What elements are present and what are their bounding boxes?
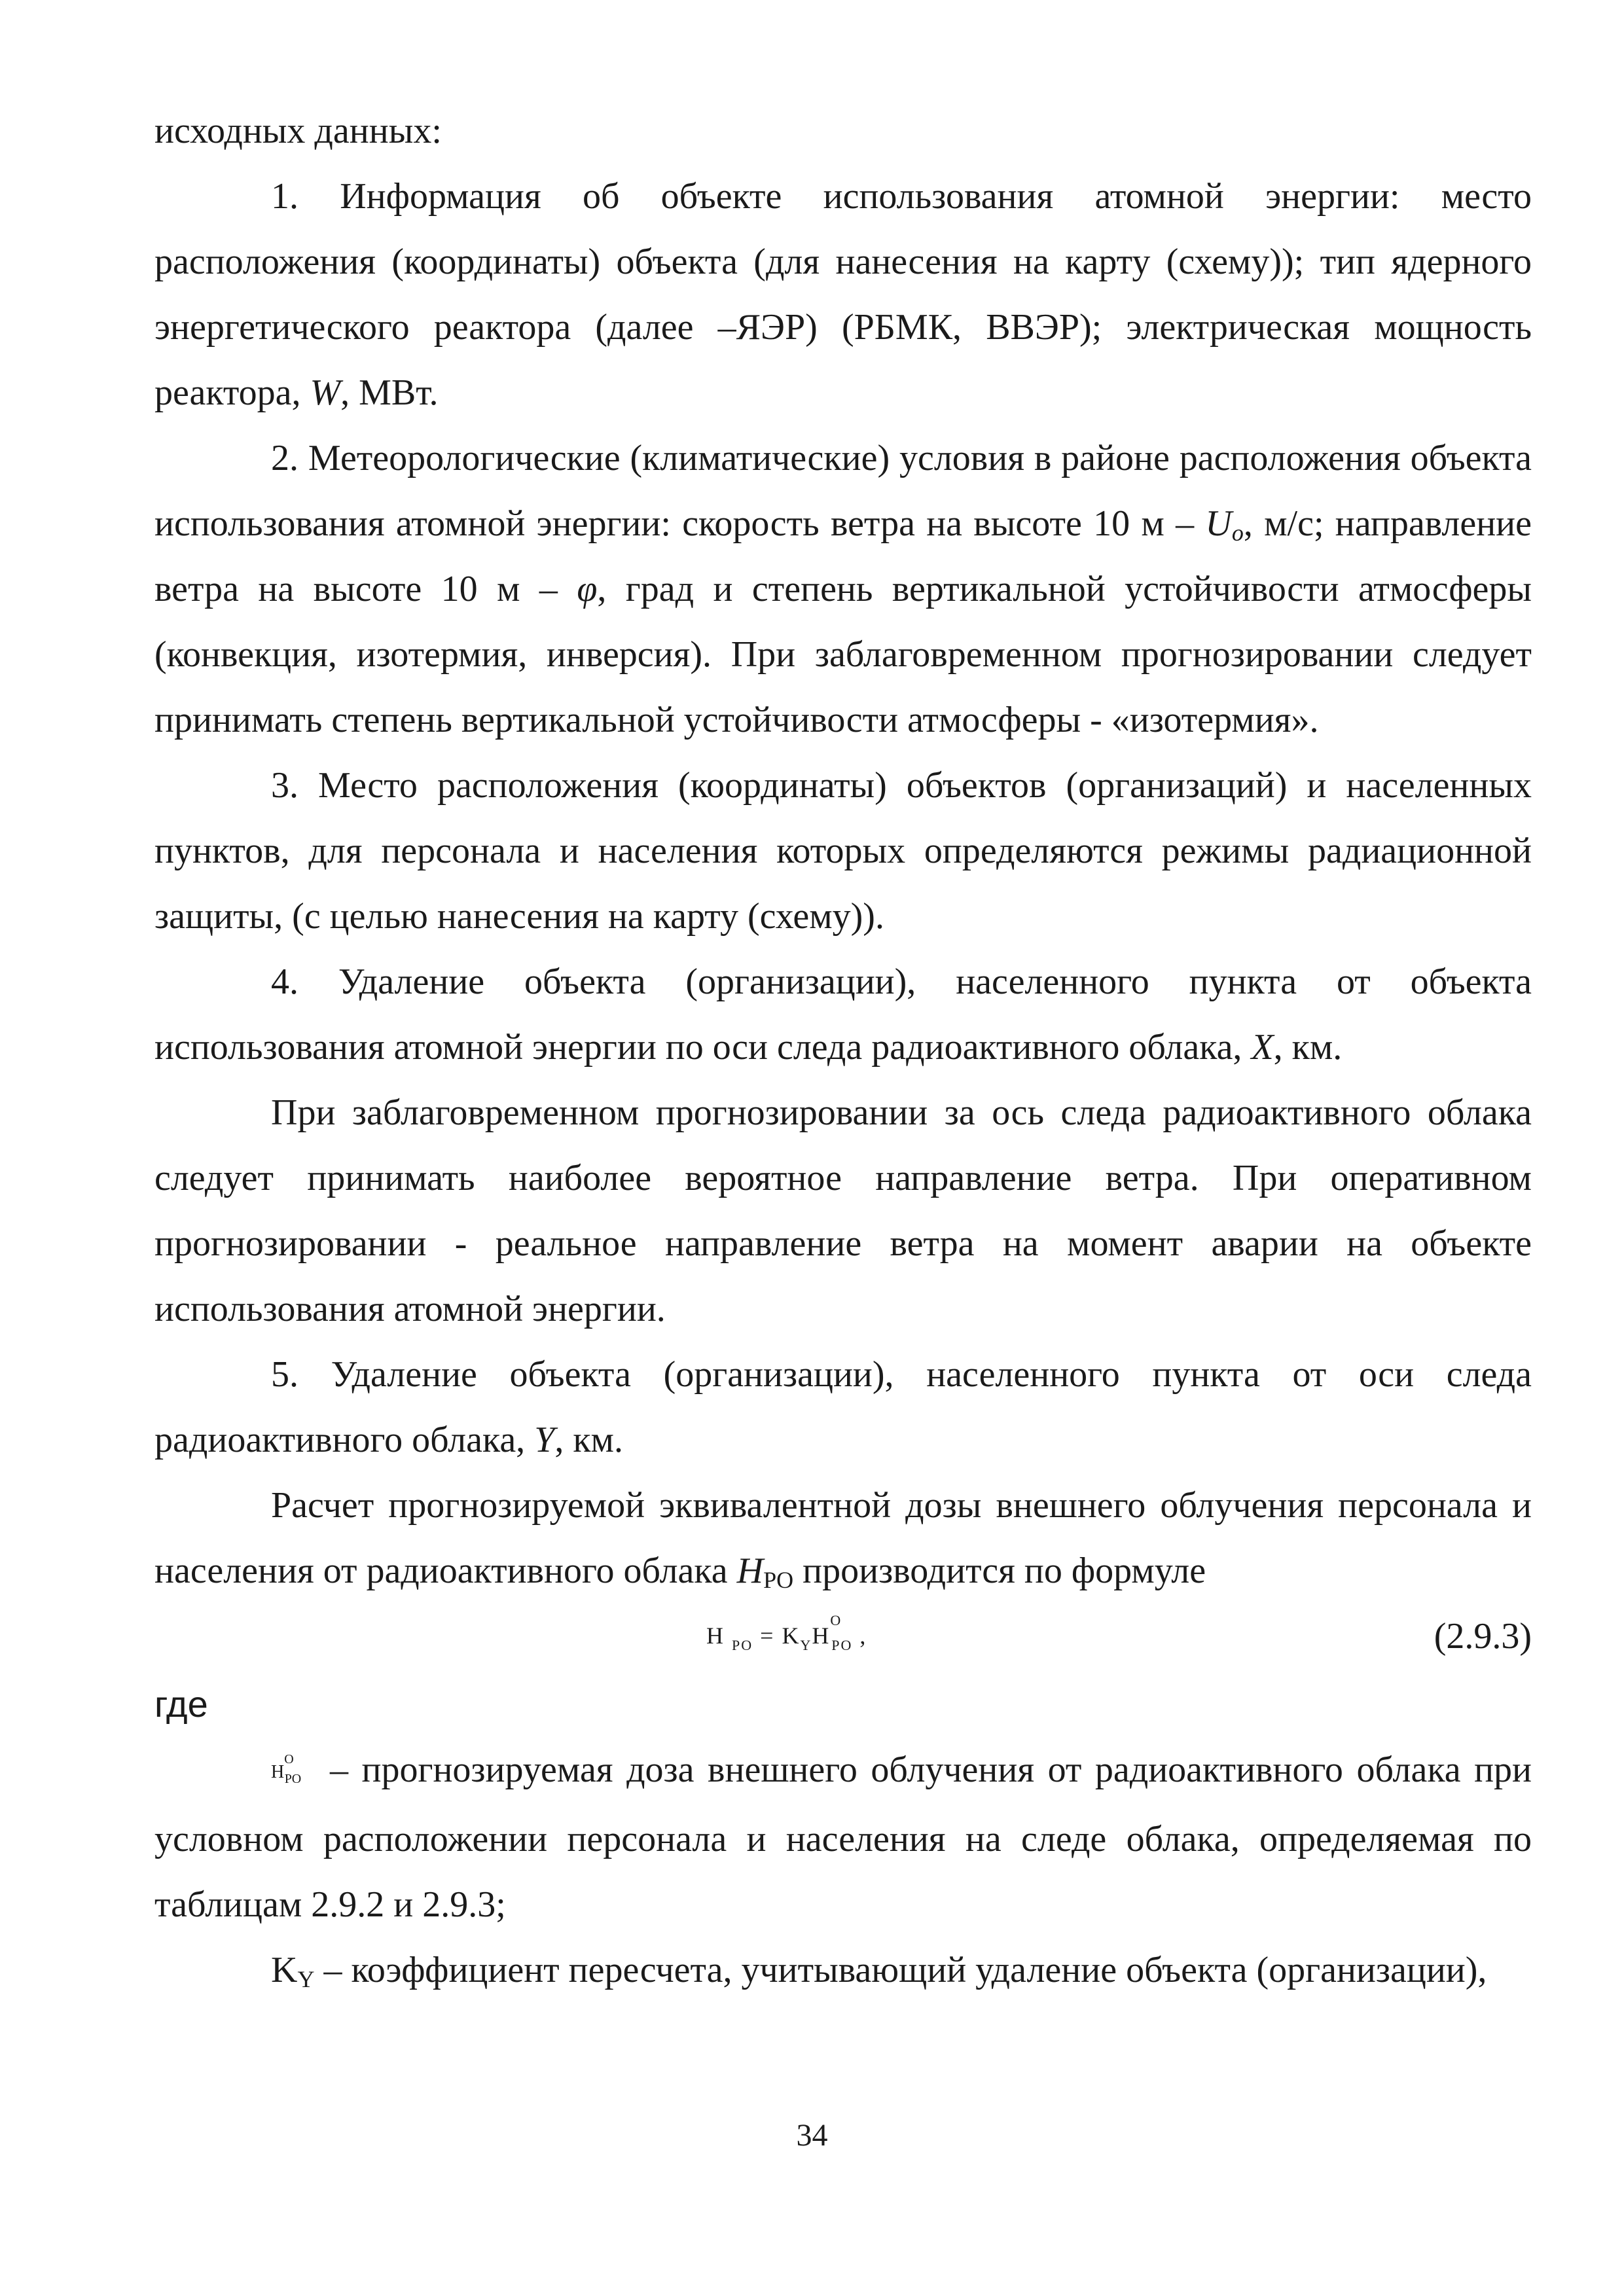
equation-number: (2.9.3) [1434,1616,1532,1657]
formula-2-9-3 [154,1604,1532,1672]
definition-h0po: $H^O_{PO}$ – прогнозируемая доза внешнего облучения от радиоактивного облака при условном расположении персонала и населения на следе облака, определяемая по таблицам 2.9.2 и 2.9.3; [154,1737,1532,1937]
definition-ky: $K_Y$ – коэффициент пересчета, учитывающий удаление объекта (организации), [271,1950,1487,1993]
var-w: W [310,372,341,413]
item-4: 4. Удаление объекта (организации), населенного пункта от объекта использования атомной энергии по оси следа радиоактивного облака, X, км. [154,961,1532,1067]
page-number: 34 [796,2118,828,2153]
symbol-ky: $K_Y$ [271,1950,315,1993]
item-5: 5. Удаление объекта (организации), населенного пункта от оси следа радиоактивного облака, Y, км. [154,1354,1532,1460]
formula-expression: H $_{PO} = K_YH^O_{PO}$ , [706,1612,867,1653]
symbol-h0po: $H^O_{PO}$ [271,1752,302,1787]
item-1: 1. Информация об объекте использования атомной энергии: место расположения (координаты) объекта (для нанесения на карту (схему)); тип ядерного энергетического реактора (далее –ЯЭР) (РБМК, ВВЭР); электрическая мощность реактора, W, МВт. [154,176,1532,413]
para-forecast: При заблаговременном прогнозировании за ось следа радиоактивного облака следует принимать наиболее вероятное направление ветра. При оперативном прогнозировании - реальное направление ветра на момент аварии на объекте использования атомной энергии. [154,1092,1532,1329]
var-u0: $U_o$ [1205,503,1244,546]
document-page [154,98,1532,2003]
calc-paragraph: Расчет прогнозируемой эквивалентной дозы внешнего облучения персонала и населения от радиоактивного облака $H_{PO}$ производится по формуле [154,1485,1532,1593]
var-hpo: H [736,1551,764,1591]
item-3: 3. Место расположения (координаты) объектов (организаций) и населенных пунктов, для персонала и населения которых определяются режимы радиационной защиты, (с целью нанесения на карту (схему)). [154,765,1532,937]
var-phi: φ [577,569,598,609]
where-label: где [154,1683,208,1725]
intro-line: исходных данных: [154,111,442,151]
item-2: 2. Метеорологические (климатические) условия в районе расположения объекта использования атомной энергии: скорость ветра на высоте 10 м – $U_o$, м/с; направление ветра на высоте 10 м – φ, град и степень вертикальной устойчивости атмосферы (конвекция, изотермия, инверсия). При заблаговременном прогнозировании следует принимать степень вертикальной устойчивости атмосферы - «изотермия». [154,438,1532,740]
var-y: Y [534,1420,555,1460]
var-x: X [1251,1027,1274,1067]
